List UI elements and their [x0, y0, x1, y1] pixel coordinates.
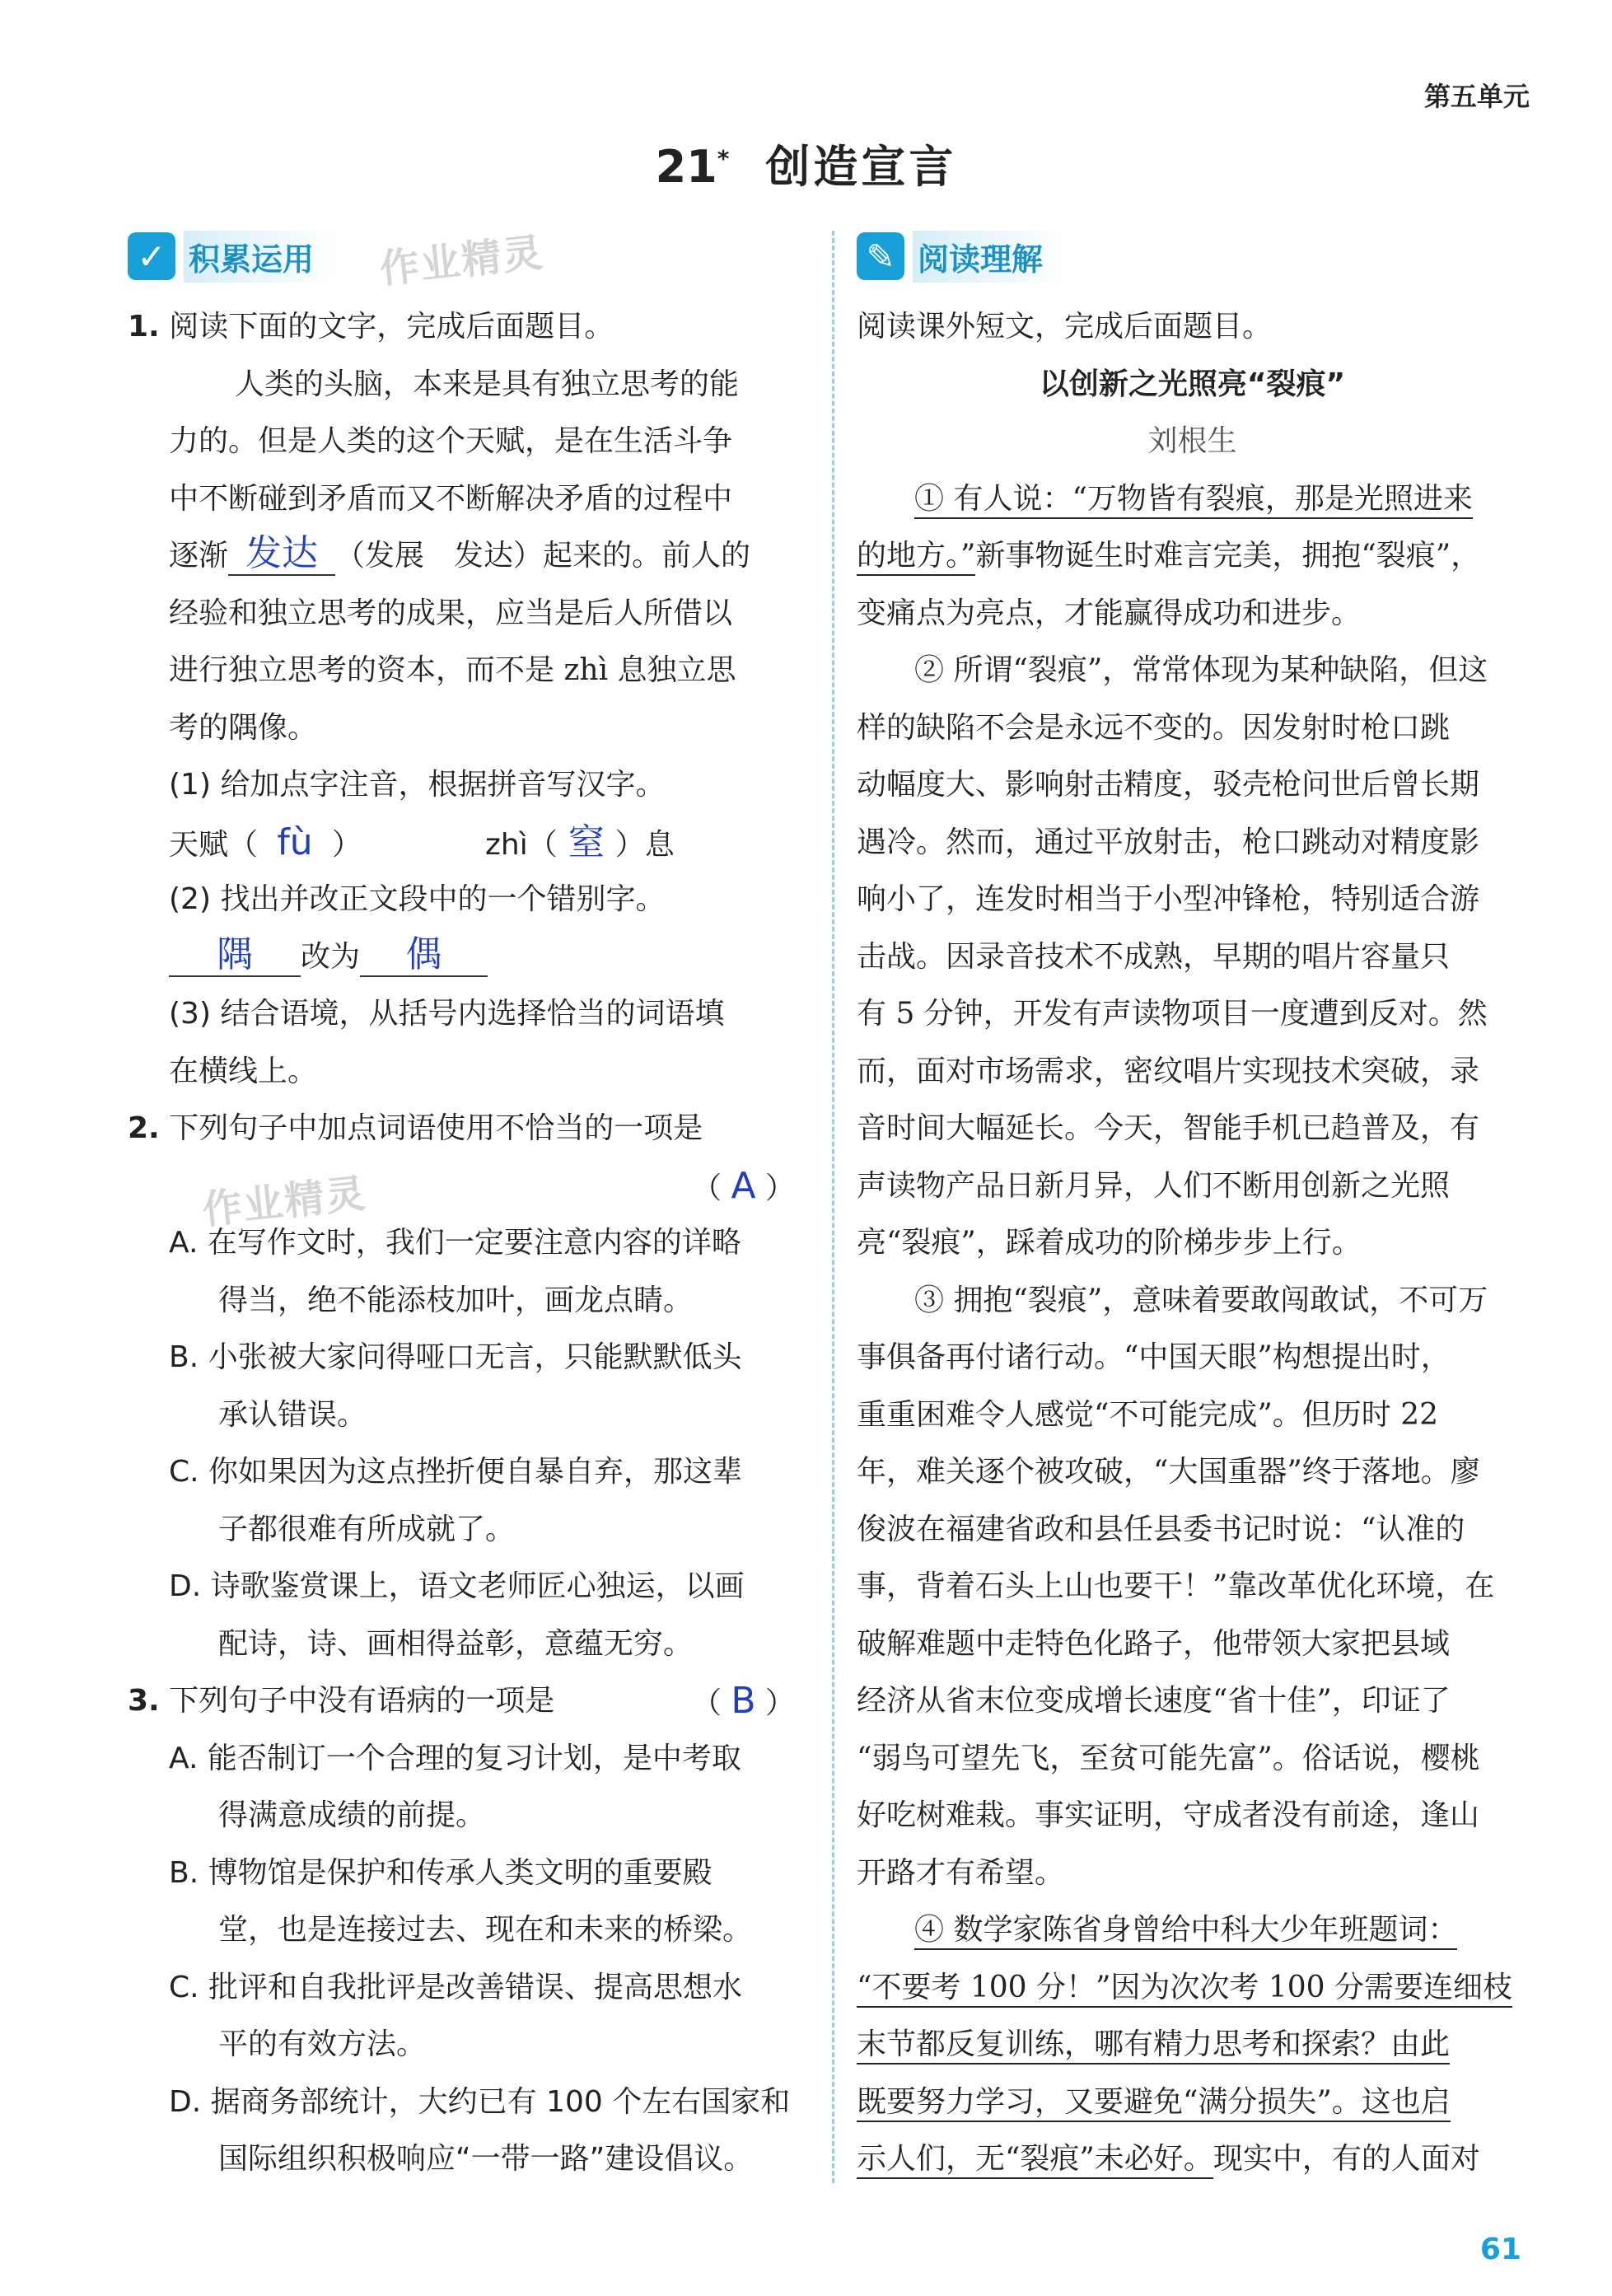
paragraph-2: 音时间大幅延长。今天，智能手机已趋普及，有 [857, 1111, 1480, 1145]
paragraph-1: ① 有人说：“万物皆有裂痕，那是光照进来 [857, 470, 1528, 528]
answer-character: 窒 [568, 821, 605, 863]
answer-choice: B [731, 1680, 756, 1722]
option-d-cont: 配诗，诗、画相得益彰，意蕴无穷。 [218, 1626, 694, 1661]
paragraph-3: “弱鸟可望先飞，至贫可能先富”。俗话说，樱桃 [857, 1741, 1480, 1775]
paragraph-3: 重重困难令人感觉“不可能完成”。但历时 22 [857, 1397, 1439, 1432]
paragraph-2: 遇冷。然而，通过平放射击，枪口跳动对精度影 [857, 825, 1480, 859]
paragraph-2: 样的缺陷不会是永远不变的。因发射时枪口跳 [857, 710, 1451, 745]
checkbox-icon: ✓ [128, 232, 175, 280]
passage-line: 人类的头脑，本来是具有独立思考的能 [235, 367, 740, 401]
paragraph-4: 示人们，无“裂痕”未必好。现实中，有的人面对 [857, 2130, 1528, 2188]
watermark: 作业精灵 [200, 1170, 369, 1234]
paragraph-3: 破解难题中走特色化路子，他带领大家把县域 [857, 1626, 1451, 1661]
lesson-title-text: 创造宣言 [765, 141, 957, 193]
answer-paren: （ A ） [691, 1164, 795, 1207]
answer-correct-char: 偶 [360, 934, 488, 977]
paragraph-3: 年，难关逐个被攻破，“大国重器”终于落地。廖 [857, 1455, 1480, 1489]
passage-line: 进行独立思考的资本，而不是 zhì 息独立思 [169, 653, 736, 687]
paragraph-2: 有 5 分钟，开发有声读物项目一度遭到反对。然 [857, 997, 1488, 1031]
sub-answer-line: 隅 改为 偶 [128, 928, 795, 986]
watermark: 作业精灵 [377, 229, 546, 293]
paragraph-3: 好吃树难栽。事实证明，守成者没有前途，逢山 [857, 1798, 1480, 1832]
paragraph-4: 末节都反复训练，哪有精力思考和探索？由此 [857, 2016, 1528, 2074]
paragraph-4: “不要考 100 分！”因为次次考 100 分需要连细枝 [857, 1959, 1528, 2017]
sub-question: (3) 结合语境，从括号内选择恰当的词语填 [169, 997, 725, 1031]
option-c: C. 批评和自我批评是改善错误、提高思想水 [169, 1970, 743, 2004]
paragraph-3: 事俱备再付诸行动。“中国天眼”构想提出时， [857, 1340, 1451, 1374]
option-b: B. 小张被大家问得哑口无言，只能默默低头 [169, 1340, 742, 1374]
option-d-cont: 国际组织积极响应“一带一路”建设倡议。 [218, 2142, 754, 2176]
option-b-cont: 堂，也是连接过去、现在和未来的桥梁。 [218, 1913, 753, 1947]
option-c-cont: 子都很难有所成就了。 [218, 1512, 516, 1546]
option-a-cont: 得当，绝不能添枝加叶，画龙点睛。 [218, 1283, 694, 1317]
paragraph-2: 声读物产品日新月异，人们不断用创新之光照 [857, 1168, 1451, 1203]
option-a-cont: 得满意成绩的前提。 [218, 1798, 486, 1832]
unit-label: 第五单元 [1423, 81, 1530, 112]
passage-line: 中不断碰到矛盾而又不断解决矛盾的过程中 [169, 481, 733, 516]
option-b: B. 博物馆是保护和传承人类文明的重要殿 [169, 1855, 713, 1890]
pencil-icon: ✎ [857, 232, 904, 280]
option-c-cont: 平的有效方法。 [218, 2027, 427, 2061]
paragraph-2: 响小了，连发时相当于小型冲锋枪，特别适合游 [857, 882, 1480, 916]
page-number: 61 [1479, 2233, 1521, 2266]
answer-choice: A [731, 1164, 756, 1207]
section-header-practice [128, 231, 337, 282]
option-d: D. 据商务部统计，大约已有 100 个左右国家和 [169, 2084, 791, 2119]
paragraph-3: 俊波在福建省政和县任县委书记时说：“认准的 [857, 1512, 1465, 1546]
option-c: C. 你如果因为这点挫折便自暴自弃，那这辈 [169, 1455, 743, 1489]
paragraph-4: ④ 数学家陈省身曾给中科大少年班题词： [857, 1901, 1528, 1959]
reading-prompt: 阅读课外短文，完成后面题目。 [857, 310, 1273, 344]
article-title: 以创新之光照亮“裂痕” [1039, 367, 1346, 401]
left-column [128, 298, 795, 2188]
paragraph-1: 变痛点为亮点，才能赢得成功和进步。 [857, 596, 1362, 630]
answer-pinyin: fù [277, 821, 313, 863]
lesson-title [0, 132, 1612, 195]
sub-answer-line: 天赋（ fù ） zhì（ 窒 ）息 [128, 814, 795, 872]
option-b-cont: 承认错误。 [218, 1397, 367, 1432]
section-title: 阅读理解 [913, 231, 1066, 283]
answer-wrong-char: 隅 [169, 934, 301, 977]
question-3: 3. 下列句子中没有语病的一项是 （ B ） [128, 1680, 795, 1722]
paragraph-2: 动幅度大、影响射击精度，驳壳枪问世后曾长期 [857, 768, 1480, 802]
section-header-reading [857, 231, 1066, 282]
passage-line: 经验和独立思考的成果，应当是后人所借以 [169, 596, 733, 630]
lesson-number: 21 [655, 141, 717, 193]
option-d: D. 诗歌鉴赏课上，语文老师匠心独运，以画 [169, 1569, 745, 1603]
paragraph-2: 而，面对市场需求，密纹唱片实现技术突破，录 [857, 1054, 1480, 1088]
article-author: 刘根生 [1147, 424, 1237, 458]
sub-question: 在横线上。 [169, 1054, 318, 1088]
paragraph-2: 击战。因录音技术不成熟，早期的唱片容量只 [857, 939, 1451, 974]
option-a: A. 在写作文时，我们一定要注意内容的详略 [169, 1226, 741, 1260]
paragraph-3: 开路才有希望。 [857, 1855, 1065, 1890]
question-1: 1. 阅读下面的文字，完成后面题目。 [128, 310, 614, 344]
paragraph-3: 经济从省末位变成增长速度“省十佳”，印证了 [857, 1684, 1451, 1718]
question-2: 2. 下列句子中加点词语使用不恰当的一项是 [128, 1111, 703, 1145]
paragraph-3: ③ 拥抱“裂痕”，意味着要敢闯敢试，不可万 [914, 1283, 1488, 1317]
section-title: 积累运用 [184, 231, 337, 283]
right-column [857, 298, 1528, 2188]
paragraph-1: 的地方。”新事物诞生时难言完美，拥抱“裂痕”， [857, 527, 1528, 585]
sub-question: (2) 找出并改正文段中的一个错别字。 [169, 882, 666, 916]
lesson-mark: * [717, 145, 733, 172]
column-divider [832, 231, 834, 2183]
passage-line: 逐渐 发达 （发展 发达）起来的。前人的 [169, 532, 751, 574]
paragraph-3: 事，背着石头上山也要干！”靠改革优化环境，在 [857, 1569, 1495, 1603]
paragraph-2: 亮“裂痕”，踩着成功的阶梯步步上行。 [857, 1226, 1362, 1260]
answer-blank: 发达 [228, 533, 335, 576]
passage-line: 考的隅像。 [169, 710, 318, 745]
paragraph-4: 既要努力学习，又要避免“满分损失”。这也启 [857, 2074, 1528, 2131]
paragraph-2: ② 所谓“裂痕”，常常体现为某种缺陷，但这 [914, 653, 1488, 687]
passage-line: 力的。但是人类的这个天赋，是在生活斗争 [169, 424, 733, 458]
option-a: A. 能否制订一个合理的复习计划，是中考取 [169, 1741, 741, 1775]
sub-question: (1) 给加点字注音，根据拼音写汉字。 [169, 768, 666, 802]
